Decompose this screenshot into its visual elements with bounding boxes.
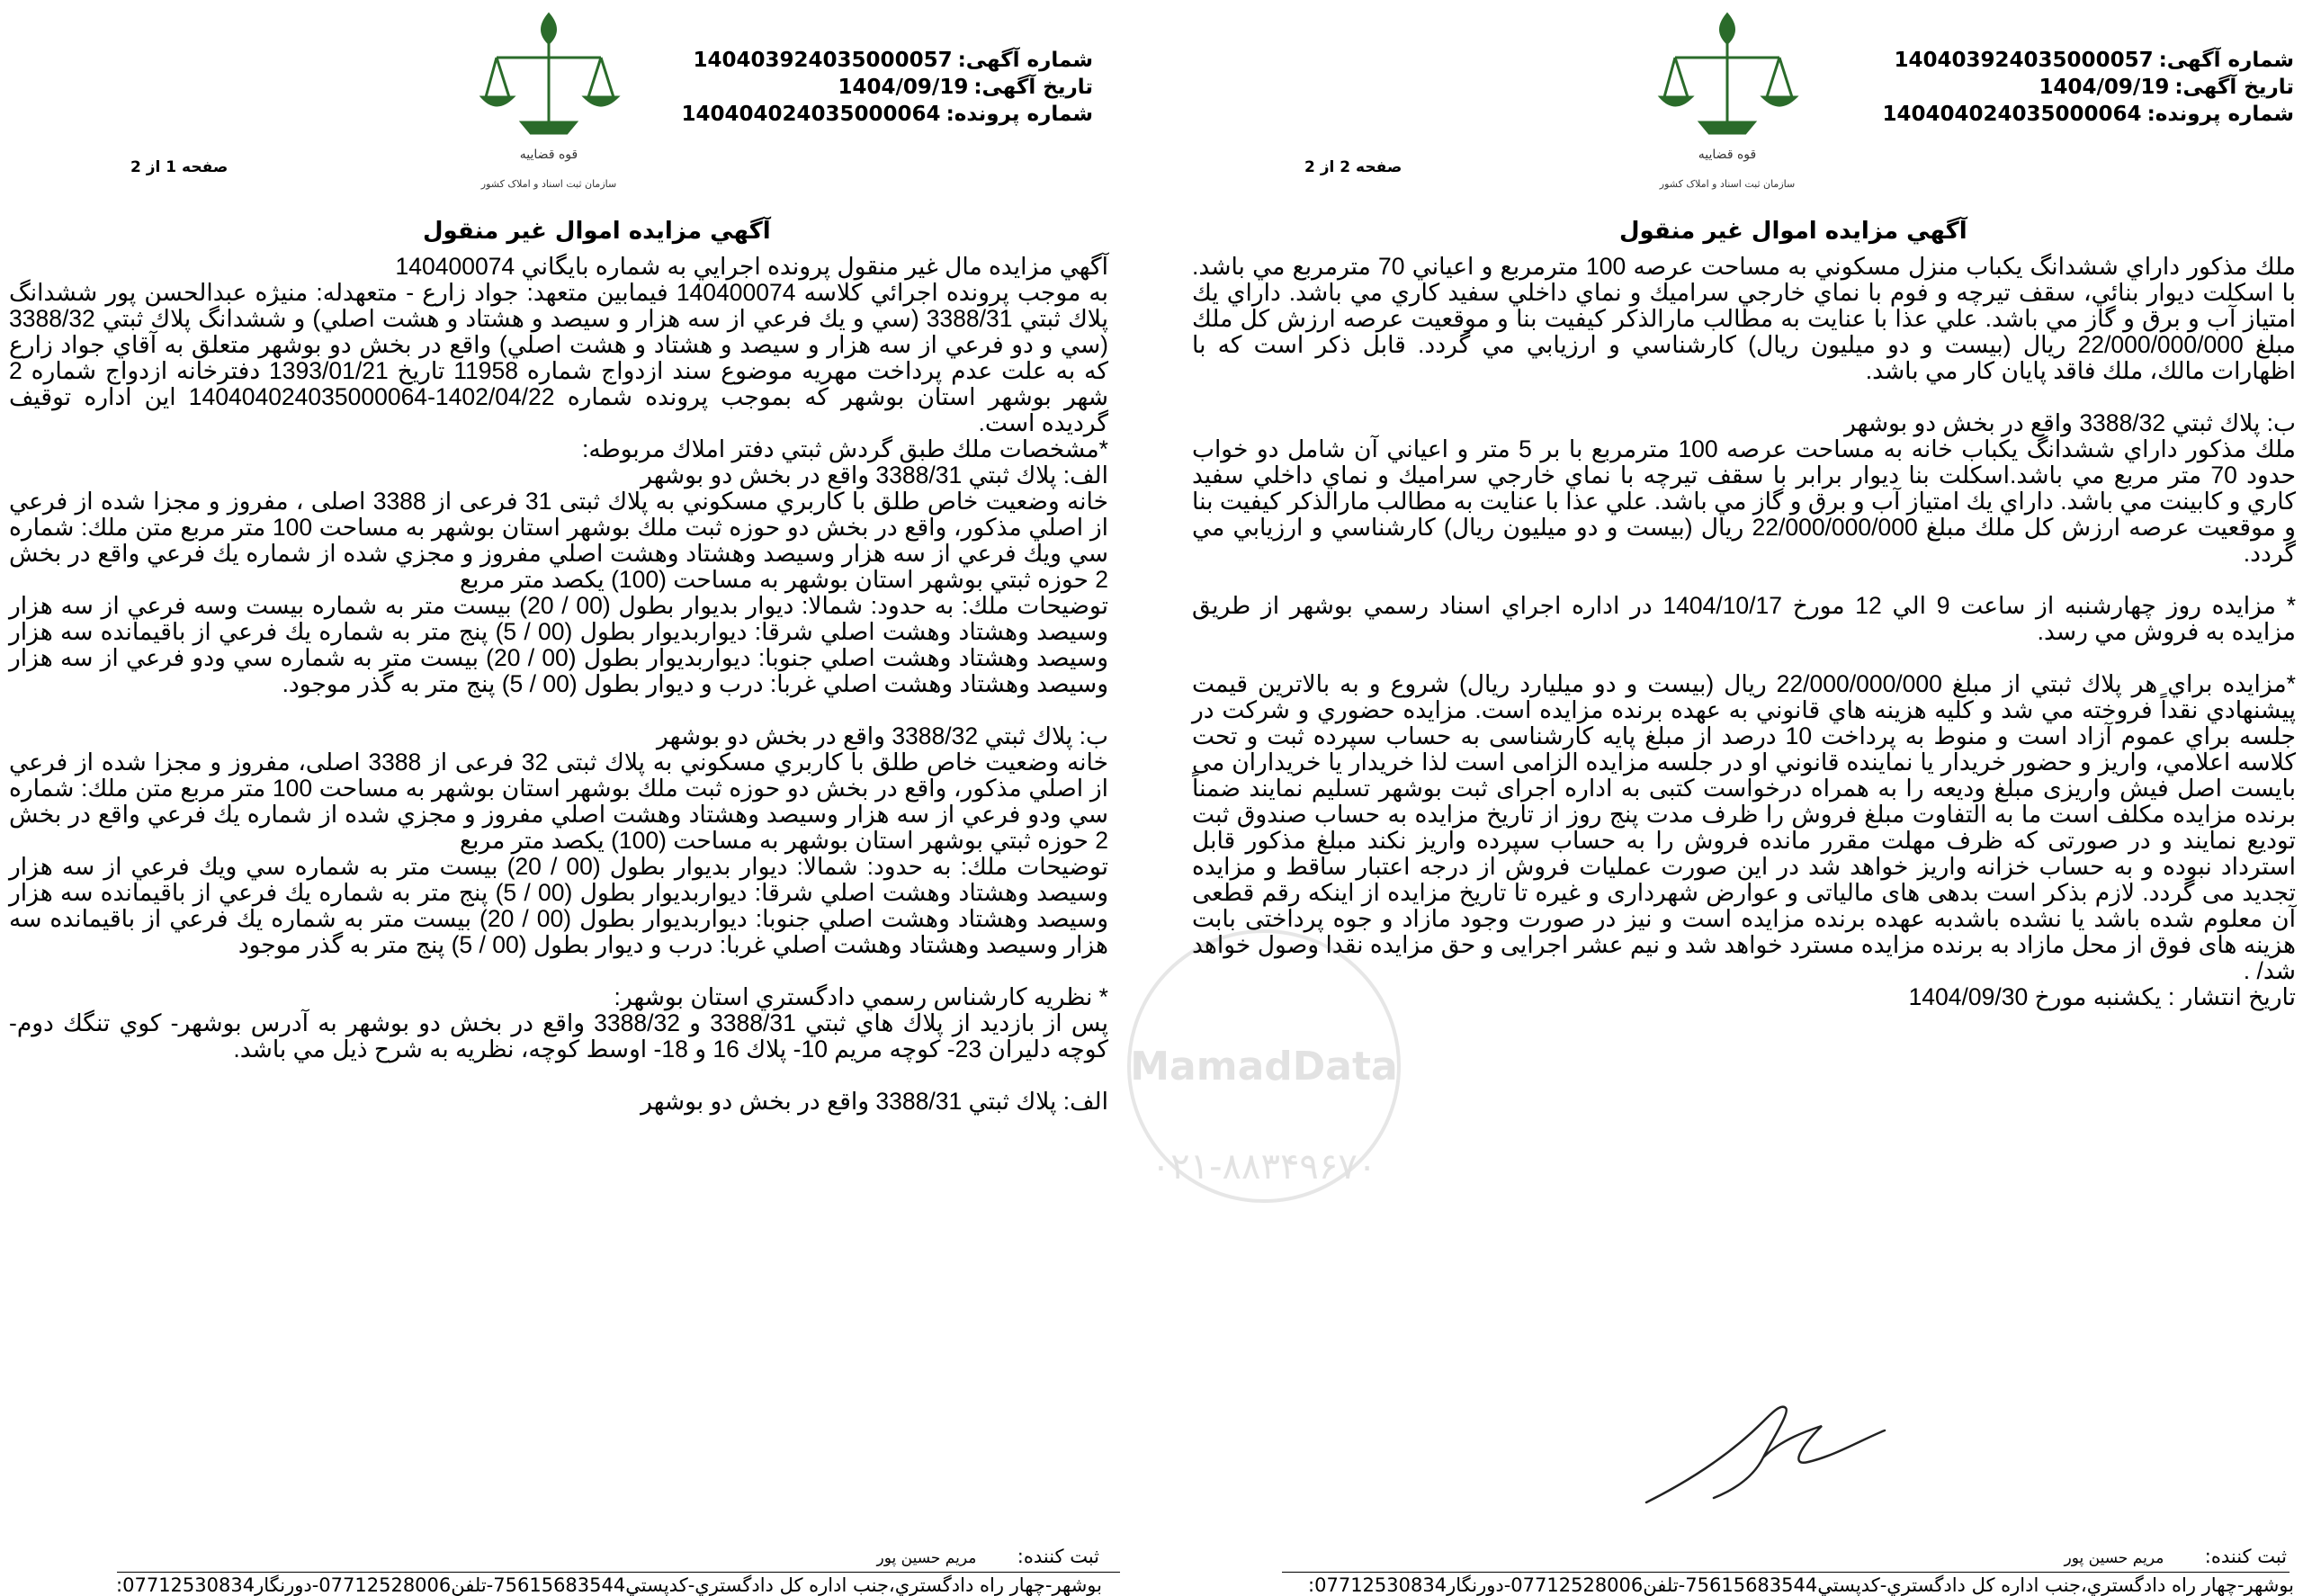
page-2: [1169, 0, 2312, 1596]
ad-date: 1404/09/19: [838, 76, 969, 99]
header-meta: [1883, 47, 2295, 128]
body-paragraph: *مزايده براي هر پلاك ثبتي از مبلغ 22/000/000/000 ريال (بيست و دو ميليارد ريال) شروع و به بالاترين قيمت پيشنهادي نقداً فروخته مي شد و كليه هزينه هاي قانوني به عهده برنده مزايده است. مزايده حضوري و شركت در جلسه براي عموم آزاد است و منوط به پرداخت 10 درصد از مبلغ پايه كارشناسی به حساب سپرده ثبت و تحت كلاسه اعلامي، واريز و حضور خريدار يا نماينده قانوني او در جلسه مزايده الزامی است لذا خريدار يا خريداران می بايست اصل فيش واريزی مبلغ وديعه را به همراه درخواست كتبی به اداره اجرای ثبت بوشهر تسليم نمايند ضمناً برنده مزايده مكلف است ما به التفاوت مبلغ فروش را ظرف مدت پنج روز از تاريخ مزايده به حساب صندوق ثبت توديع نمايند و در صورتی كه ظرف مهلت مقرر مانده فروش را به حساب سپرده واريز نكند مبلغ مذكور قابل استرداد نبوده و به حساب خزانه واريز خواهد شد در اين صورت عمليات فروش از درجه اعتبار ساقط و مزايده تجديد می گردد. لازم بذكر است بدهی های مالياتی و عوارض شهرداری و غيره تا تاريخ مزايده از اينكه رقم قطعی آن معلوم شده باشد يا نشده باشدبه عهده برنده مزايده است و نيز در صورت وجود مازاد و جوه پرداختی بابت هزينه های فوق از محل مازاد به برنده مزايده مسترد خواهد شد و نيم عشر اجرايی و حق مزايده نقدا وصول خواهد شد/ .: [1192, 670, 2297, 984]
paragraph-gap: [1192, 567, 2296, 593]
registrar: [877, 1546, 1099, 1567]
body-paragraph: توضيحات ملك: به حدود: شمالا: ديوار بديوار بطول (00 / 20) بيست متر به شماره سي ويك فرعي از سه هزار وسيصد وهشتاد وهشت اصلي شرقا: ديواربديوار بطول (00 / 5) پنج متر به شماره يك فرعي از باقيمانده سه هزار وسيصد وهشتاد وهشت اصلي جنوبا: ديواربديوار بطول (00 / 20) بيست متر به شماره يك فرعي از باقيمانده سه هزار وسيصد وهشتاد وهشت اصلي غربا: درب و ديوار بطول (00 / 5) پنج متر به گذر موجود: [9, 853, 1108, 958]
ad-date-row: تاریخ آگهی:1404/09/19: [838, 76, 1093, 99]
body-paragraph: *مشخصات ملك طبق گردش ثبتي دفتر املاك مربوطه:: [582, 435, 1108, 462]
paragraph-gap: [9, 1063, 1108, 1089]
ad-number: 140403924035000057: [693, 49, 953, 72]
registrar-label: ثبت کننده:: [2204, 1546, 2287, 1567]
paragraph-gap: [1192, 645, 2296, 671]
footer-divider: [1282, 1572, 2290, 1573]
case-number: 140404024035000064: [681, 103, 941, 126]
registrar: [2065, 1546, 2287, 1567]
emblem-line2: سازمان ثبت اسناد و املاک کشور: [480, 178, 617, 190]
body-paragraph: ب: پلاك ثبتي 3388/32 واقع در بخش دو بوشهر: [657, 722, 1108, 749]
body-paragraph: الف: پلاك ثبتي 3388/31 واقع در بخش دو بوشهر: [641, 462, 1108, 489]
signature-icon: [1628, 1385, 1898, 1520]
header-meta: [682, 47, 1094, 128]
emblem-line1: قوه قضاییه: [519, 148, 578, 162]
footer-divider: [117, 1572, 1120, 1573]
body-paragraph: * مزايده روز چهارشنبه از ساعت 9 الي 12 مورخ 1404/10/17 در اداره اجراي اسناد رسمي بوشهر از طريق مزايده به فروش مي رسد.: [1192, 592, 2297, 645]
ad-number-row: شماره آگهی:140403924035000057: [693, 49, 1093, 72]
registrar-name: مریم حسین پور: [2064, 1549, 2164, 1567]
footer-address: بوشهر-چهار راه دادگستري،جنب اداره کل دادگستري-کدپستي75615683544-تلفن07712528006-دورنگار07712530834:: [1308, 1574, 2294, 1596]
ad-number-row: شماره آگهی:140403924035000057: [1894, 49, 2294, 72]
body-paragraph: پس از بازديد از پلاك هاي ثبتي 3388/31 و 3388/32 واقع در بخش دو بوشهر به آدرس بوشهر- كوي تنگك دوم- كوچه دليران 23- كوچه مريم 10- پلاك 16 و 18- اوسط كوچه، نظريه به شرح ذيل مي باشد.: [9, 1009, 1108, 1063]
notice-title: آگهي مزايده اموال غير منقول: [423, 218, 771, 245]
ad-date: 1404/09/19: [2039, 76, 2170, 99]
notice-body: [9, 254, 1108, 1504]
paragraph-gap: [9, 697, 1108, 723]
watermark-site: MamadData: [1130, 1044, 1398, 1089]
emblem-line2: سازمان ثبت اسناد و املاک کشور: [1659, 178, 1796, 190]
page-number: صفحه 1 از 2: [130, 158, 229, 176]
case-number-row: شماره پرونده:140404024035000064: [1882, 103, 2294, 126]
body-paragraph: به موجب پرونده اجرائي كلاسه 140400074 فيمابين متعهد: جواد زارع - متعهدله: منيژه عبدالحسن پور ششدانگ پلاك ثبتي 3388/31 (سي و يك فرعي از سه هزار و سيصد و هشتاد و هشت اصلي) و ششدانگ پلاك ثبتي 3388/32 (سي و دو فرعي از سه هزار و سيصد و هشتاد و هشت اصلي) واقع در بخش دو بوشهر متعلق به آقاي جواد زارع كه به علت عدم پرداخت مهريه موضوع سند ازدواج شماره 11958 تاريخ 1393/01/21 دفترخانه ازدواج شماره 2 شهر بوشهر استان بوشهر كه بموجب پرونده شماره 1402/04/22-140404024035000064 اين اداره توقيف گرديده است.: [9, 279, 1109, 436]
notice-body: [1192, 254, 2296, 1504]
case-number: 140404024035000064: [1882, 103, 2142, 126]
watermark-phone: ۰۲۱-۸۸۳۴۹۶۷۰: [1151, 1146, 1377, 1188]
body-paragraph: * نظريه كارشناس رسمي دادگستري استان بوشهر:: [614, 983, 1108, 1010]
page-1: [0, 0, 1143, 1596]
paragraph-gap: [9, 958, 1108, 984]
notice-title: آگهي مزايده اموال غير منقول: [1619, 218, 1967, 245]
ad-number: 140403924035000057: [1894, 49, 2154, 72]
body-paragraph: ملك مذكور داراي ششدانگ يكباب منزل مسكوني به مساحت عرصه 100 مترمربع و اعياني 70 مترمربع مي باشد. با اسكلت ديوار بنائي، سقف تيرچه و فوم با نماي خارجي سراميك و نماي داخلي سفيد كاري مي باشد. داراي يك امتياز آب و برق و گاز مي باشد. علي عذا با عنايت به مطالب مارالذكر كيفيت بنا و موقعيت عرصه ارزش كل ملك مبلغ 22/000/000/000 ريال (بيست و دو ميليون ريال) كارشناسي و ارزيابي مي گردد. قابل ذكر است كه با اظهارات مالك، ملك فاقد پايان كار مي باشد.: [1192, 253, 2296, 384]
body-paragraph: ملك مذكور داراي ششدانگ يكباب خانه به مساحت عرصه 100 مترمربع با بر 5 متر و اعياني آن شامل دو خواب حدود 70 متر مربع مي باشد.اسكلت بنا ديوار برابر با سقف تيرچه با نماي خارجي سراميك و نماي داخلي سفيد كاري و كابينت مي باشد. داراي يك امتياز آب و برق و گاز مي باشد. علي عذا با عنايت به مطالب مارالذكر كيفيت بنا و موقعيت عرصه ارزش كل ملك مبلغ 22/000/000/000 ريال (بيست و دو ميليون ريال) كارشناسي و ارزيابي مي گردد.: [1192, 435, 2297, 567]
body-paragraph: آگهي مزايده مال غير منقول پرونده اجرايي به شماره بايگاني 140400074: [395, 253, 1108, 280]
case-number-row: شماره پرونده:140404024035000064: [681, 103, 1093, 126]
ad-date-row: تاریخ آگهی:1404/09/19: [2039, 76, 2294, 99]
paragraph-gap: [1192, 384, 2296, 410]
body-paragraph: خانه وضعيت خاص طلق با كاربري مسكوني به پلاك ثبتی 31 فرعی از 3388 اصلی ، مفروز و مجزا شده از فرعي از اصلي مذكور، واقع در بخش دو حوزه ثبت ملك بوشهر استان بوشهر به مساحت 100 متر مربع متن ملك: شماره سي ويك فرعي از سه هزار وسيصد وهشتاد وهشت اصلي مفروز و مجزي شده از شماره يك فرعي واقع در بخش 2 حوزه ثبتي بوشهر استان بوشهر به مساحت (100) يكصد متر مربع: [9, 488, 1108, 593]
body-paragraph: توضيحات ملك: به حدود: شمالا: ديوار بديوار بطول (00 / 20) بيست متر به شماره بيست وسه فرعي از سه هزار وسيصد وهشتاد وهشت اصلي شرقا: ديواربديوار بطول (00 / 5) پنج متر به شماره يك فرعي از باقيمانده سه هزار وسيصد وهشتاد وهشت اصلي جنوبا: ديواربديوار بطول (00 / 20) بيست متر به شماره سي ودو فرعي از سه هزار وسيصد وهشتاد وهشت اصلي غربا: درب و ديوار بطول (00 / 5) پنج متر به گذر موجود.: [9, 592, 1109, 697]
judiciary-emblem-icon: [477, 7, 621, 205]
body-paragraph: تاريخ انتشار : يكشنبه مورخ 1404/09/30: [1908, 983, 2296, 1010]
page-number: صفحه 2 از 2: [1304, 158, 1402, 176]
footer-address: بوشهر-چهار راه دادگستري،جنب اداره کل دادگستري-کدپستي75615683544-تلفن07712528006-دورنگار07712530834:: [116, 1574, 1102, 1596]
body-paragraph: خانه وضعيت خاص طلق با كاربري مسكوني به پلاك ثبتی 32 فرعی از 3388 اصلی، مفروز و مجزا شده از فرعي از اصلي مذكور، واقع در بخش دو حوزه ثبت ملك بوشهر استان بوشهر به مساحت 100 متر مربع متن ملك: شماره سي ودو فرعي از سه هزار وسيصد وهشتاد وهشت اصلي مفروز و مجزي شده از شماره يك فرعي واقع در بخش 2 حوزه ثبتي بوشهر استان بوشهر به مساحت (100) يكصد متر مربع: [9, 749, 1109, 854]
judiciary-emblem-icon: [1655, 7, 1799, 205]
registrar-name: مریم حسین پور: [876, 1549, 977, 1567]
registrar-label: ثبت کننده:: [1017, 1546, 1099, 1567]
emblem-line1: قوه قضاییه: [1698, 148, 1757, 162]
body-paragraph: ب: پلاك ثبتي 3388/32 واقع در بخش دو بوشهر: [1844, 409, 2296, 436]
body-paragraph: الف: پلاك ثبتي 3388/31 واقع در بخش دو بوشهر: [641, 1088, 1108, 1115]
